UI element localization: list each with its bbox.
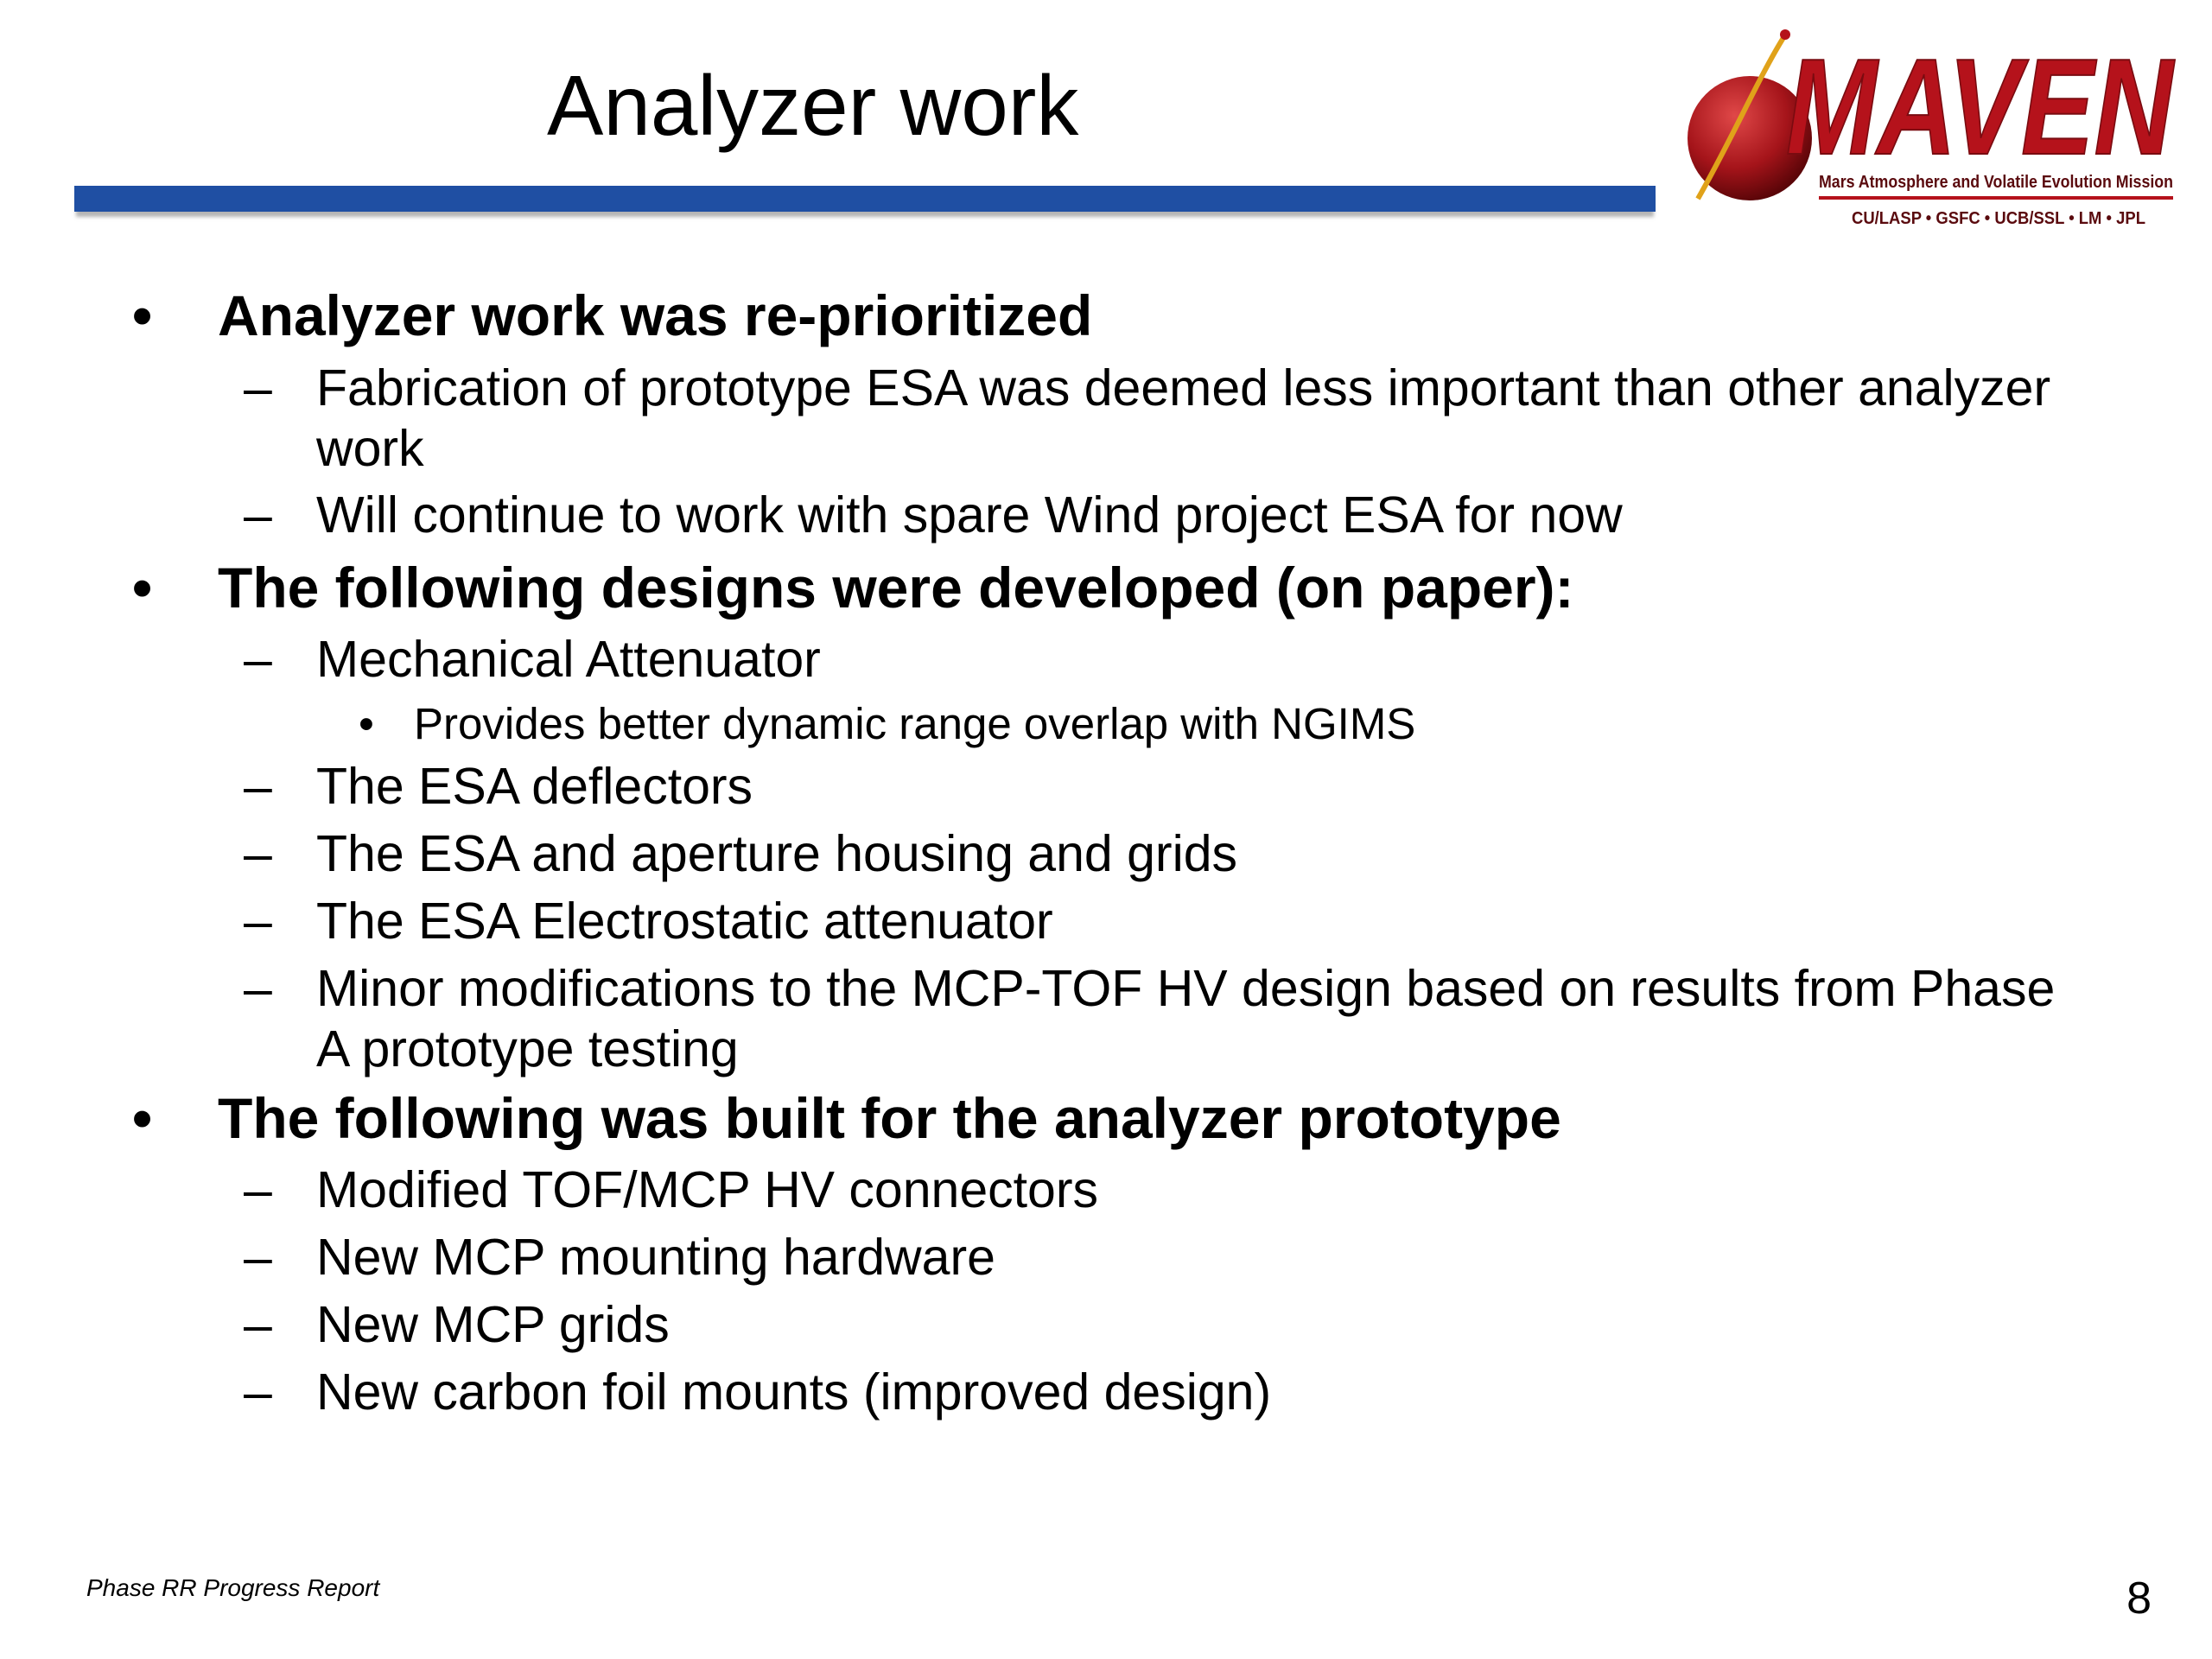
page-number: 8 bbox=[2126, 1573, 2152, 1624]
sub-bullet-text: New carbon foil mounts (improved design) bbox=[316, 1363, 1272, 1421]
bullet-text: Analyzer work was re-prioritized bbox=[218, 283, 1093, 347]
sub-bullet-text: New MCP mounting hardware bbox=[316, 1229, 995, 1286]
dash-marker: – bbox=[244, 359, 272, 416]
sub-bullet-text: New MCP grids bbox=[316, 1296, 670, 1353]
sub-bullet-text: Will continue to work with spare Wind project ESA for now bbox=[316, 486, 1623, 543]
sub-bullet-text: Mechanical Attenuator bbox=[316, 631, 821, 688]
dash-marker: – bbox=[244, 1296, 272, 1353]
footer-report-name: Phase RR Progress Report bbox=[86, 1574, 380, 1601]
logo-partners: CU/LASP • GSFC • UCB/SSL • LM • JPL bbox=[1852, 209, 2145, 228]
sub-sub-bullet-text: Provides better dynamic range overlap with NGIMS bbox=[414, 699, 1416, 748]
sub-bullet-text: Fabrication of prototype ESA was deemed less important than other analyzer work bbox=[316, 359, 2051, 477]
bullet-text: The following was built for the analyzer prototype bbox=[218, 1086, 1561, 1150]
dash-marker: – bbox=[244, 486, 272, 543]
sub-bullet-text: The ESA deflectors bbox=[316, 758, 753, 815]
sub-bullet-text: Minor modifications to the MCP-TOF HV design based on results from Phase A prototype testing bbox=[316, 960, 2056, 1077]
bullet-text: The following designs were developed (on paper): bbox=[218, 556, 1574, 620]
bullet-marker: • bbox=[132, 283, 153, 347]
dash-marker: – bbox=[244, 960, 272, 1017]
bullet-marker: • bbox=[132, 1086, 153, 1150]
slide-title: Analyzer work bbox=[547, 58, 1079, 153]
dash-marker: – bbox=[244, 1229, 272, 1286]
sub-bullet-text: Modified TOF/MCP HV connectors bbox=[316, 1161, 1099, 1218]
dash-marker: – bbox=[244, 631, 272, 688]
dash-marker: – bbox=[244, 1161, 272, 1218]
small-bullet-marker: • bbox=[359, 699, 374, 748]
dash-marker: – bbox=[244, 825, 272, 882]
dash-marker: – bbox=[244, 893, 272, 950]
dash-marker: – bbox=[244, 758, 272, 815]
logo-subtitle: Mars Atmosphere and Volatile Evolution Mission bbox=[1819, 173, 2173, 192]
bullet-marker: • bbox=[132, 556, 153, 620]
dash-marker: – bbox=[244, 1363, 272, 1421]
logo-wordmark: MAVEN bbox=[1786, 31, 2176, 183]
sub-bullet-text: The ESA and aperture housing and grids bbox=[316, 825, 1238, 882]
sub-bullet-text: The ESA Electrostatic attenuator bbox=[316, 893, 1053, 950]
